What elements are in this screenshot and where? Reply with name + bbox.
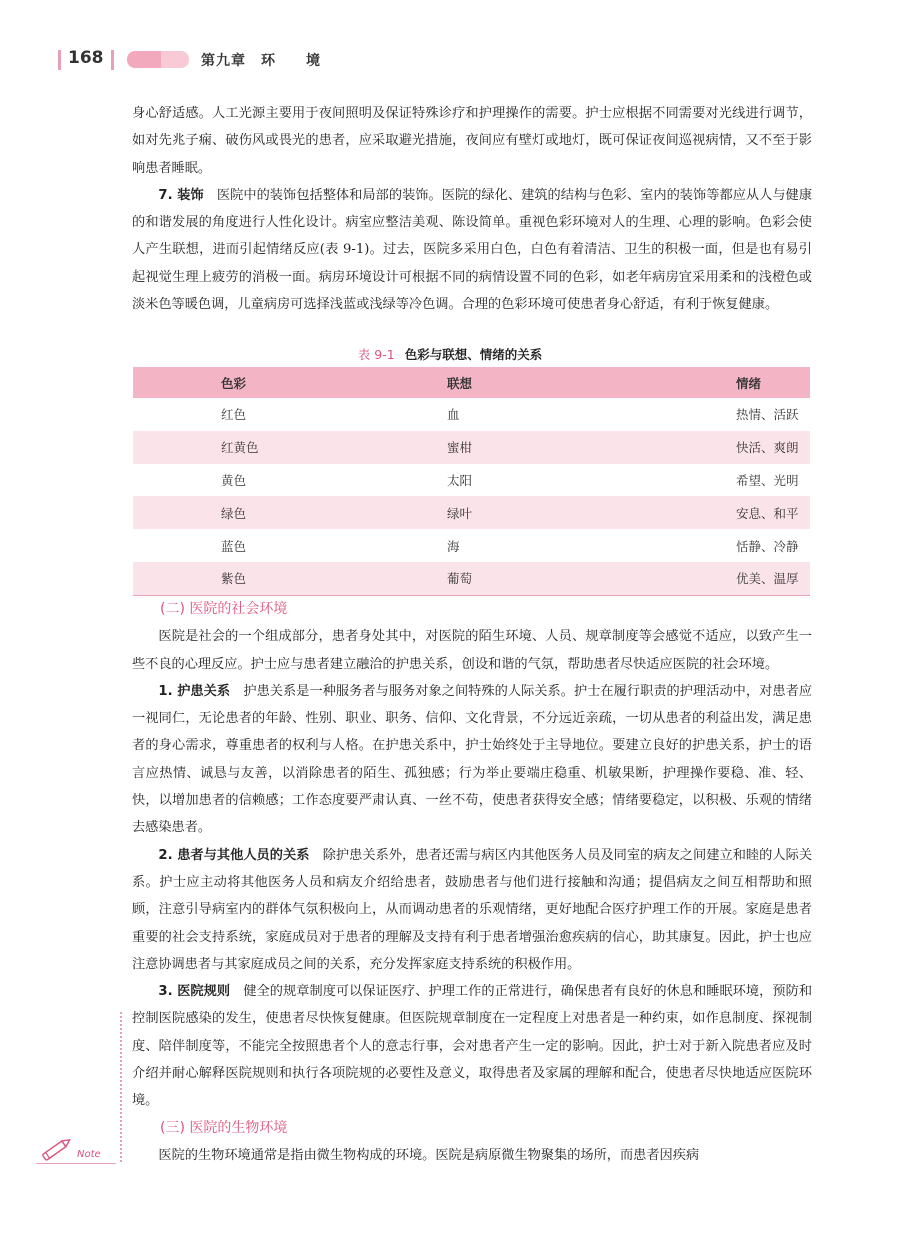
item-title: 7. 装饰 [158,187,204,203]
table-title: 色彩与联想、情绪的关系 [404,347,543,362]
table-row [133,529,810,562]
note-label: Note [77,1149,101,1160]
header-divider [111,50,114,70]
table-cell: 红黄色 [133,431,447,464]
table-row [133,464,810,497]
table-caption [0,345,900,363]
page-number: 168 [68,48,104,68]
header-decoration [127,51,161,68]
table-cell: 海 [447,538,460,554]
margin-note-line [120,1012,122,1162]
paragraph: 身心舒适感。人工光源主要用于夜间照明及保证特殊诊疗和护理操作的需要。护士应根据不同需要对光线进行调节，如对先兆子痫、破伤风或畏光的患者，应采取避光措施，夜间应有壁灯或地灯，既可保证夜间巡视病情，又不至于影响患者睡眠。 [132,106,812,176]
body-text-top [132,100,812,318]
column-header: 联想 [447,367,648,398]
table-cell: 快活、爽朗 [648,431,810,464]
table-cell: 绿叶 [447,496,648,529]
body-text-bottom [132,596,812,1169]
table-header-row [133,367,810,398]
paragraph-body: 医院中的装饰包括整体和局部的装饰。医院的绿化、建筑的结构与色彩、室内的装饰等都应从人与健康的和谐发展的角度进行人性化设计。病室应整洁美观、陈设简单。重视色彩环境对人的生理、心理的影响。色彩会使人产生联想，进而引起情绪反应(表 9-1)。过去，医院多采用白色，白色有着清洁、卫生的积极一面，但是也有易引起视觉生理上疲劳的消极一面。病房环境设计可根据不同的病情设置不同的色彩，如老年病房宜采用柔和的浅橙色或淡米色等暖色调，儿童病房可选择浅蓝或浅绿等冷色调。合理的色彩环境可使患者身心舒适，有利于恢复健康。 [132,187,813,313]
table-cell: 蜜柑 [447,431,648,464]
item-title: 3. 医院规则 [158,984,231,1000]
note-underline [36,1163,116,1164]
page-header [0,48,900,74]
table-row [133,398,810,431]
table-row [133,496,810,529]
table-row [133,431,810,464]
paragraph-body: 健全的规章制度可以保证医疗、护理工作的正常进行，确保患者有良好的休息和睡眠环境，预防和控制医院感染的发生，使患者尽快恢复健康。但医院规章制度在一定程度上对患者是一种约束，如作息制度、探视制度、陪伴制度等，不能完全按照患者个人的意志行事，会对患者产生一定的影响。因此，护士对于新入院患者应及时介绍并耐心解释医院规则和执行各项院规的必要性及意义，取得患者及家属的理解和配合，使患者尽快地适应医院环境。 [132,984,813,1109]
table-cell: 热情、活跃 [736,407,799,423]
table-cell: 蓝色 [221,538,247,554]
paragraph [132,978,812,1114]
item-title: 1. 护患关系 [158,683,231,699]
table-row [133,562,810,595]
table-cell: 葡萄 [447,562,648,595]
paragraph [132,182,812,318]
table-cell: 希望、光明 [736,472,799,488]
paragraph-body: 护患关系是一种服务者与服务对象之间特殊的人际关系。护士在履行职责的护理活动中，对患者应一视同仁，无论患者的年龄、性别、职业、职务、信仰、文化背景，不分远近亲疏，一切从患者的利益出发，满足患者的身心需求，尊重患者的权利与人格。在护患关系中，护士始终处于主导地位。要建立良好的护患关系，护士的语言应热情、诚恳与友善，以消除患者的陌生、孤独感；行为举止要端庄稳重、机敏果断，护理操作要稳、准、轻、快，以增加患者的信赖感；工作态度要严肃认真、一丝不苟，使患者获得安全感；情绪要稳定，以积极、乐观的情绪去感染患者。 [132,683,813,836]
column-header: 色彩 [133,367,447,398]
table-cell: 优美、温厚 [648,562,810,595]
table-cell: 安息、和平 [648,496,810,529]
paragraph: 医院是社会的一个组成部分，患者身处其中，对医院的陌生环境、人员、规章制度等会感觉不适应，以致产生一些不良的心理反应。护士应与患者建立融洽的护患关系，创设和谐的气氛，帮助患者尽快适应医院的社会环境。 [132,629,812,672]
paragraph: 医院的生物环境通常是指由微生物构成的环境。医院是病原微生物聚集的场所，而患者因疾病 [158,1147,700,1163]
table-cell: 紫色 [133,562,447,595]
chapter-title: 第九章 环 境 [201,53,321,69]
paragraph [132,678,812,842]
color-table [133,367,810,596]
section-heading: (二) 医院的社会环境 [160,601,288,617]
table-number: 表 9-1 [357,347,395,362]
column-header: 情绪 [648,367,810,398]
header-divider [58,50,61,70]
header-decoration [161,51,189,68]
paragraph-body: 除护患关系外，患者还需与病区内其他医务人员及同室的病友之间建立和睦的人际关系。护士应主动将其他医务人员和病友介绍给患者，鼓励患者与他们进行接触和沟通；提倡病友之间互相帮助和照顾，注意引导病室内的群体气氛积极向上，从而调动患者的乐观情绪，更好地配合医疗护理工作的开展。家庭是患者重要的社会支持系统，家庭成员对于患者的理解及支持有利于患者增强治愈疾病的信心，助其康复。因此，护士也应注意协调患者与其家庭成员之间的关系，充分发挥家庭支持系统的积极作用。 [132,847,813,972]
item-title: 2. 患者与其他人员的关系 [158,847,310,863]
table-cell: 太阳 [447,472,473,488]
table-cell: 恬静、冷静 [736,538,799,554]
table-cell: 血 [447,407,460,423]
paragraph [132,842,812,978]
table-cell: 绿色 [133,496,447,529]
table-cell: 红色 [221,407,247,423]
section-heading: (三) 医院的生物环境 [160,1119,288,1136]
table-cell: 黄色 [221,472,247,488]
